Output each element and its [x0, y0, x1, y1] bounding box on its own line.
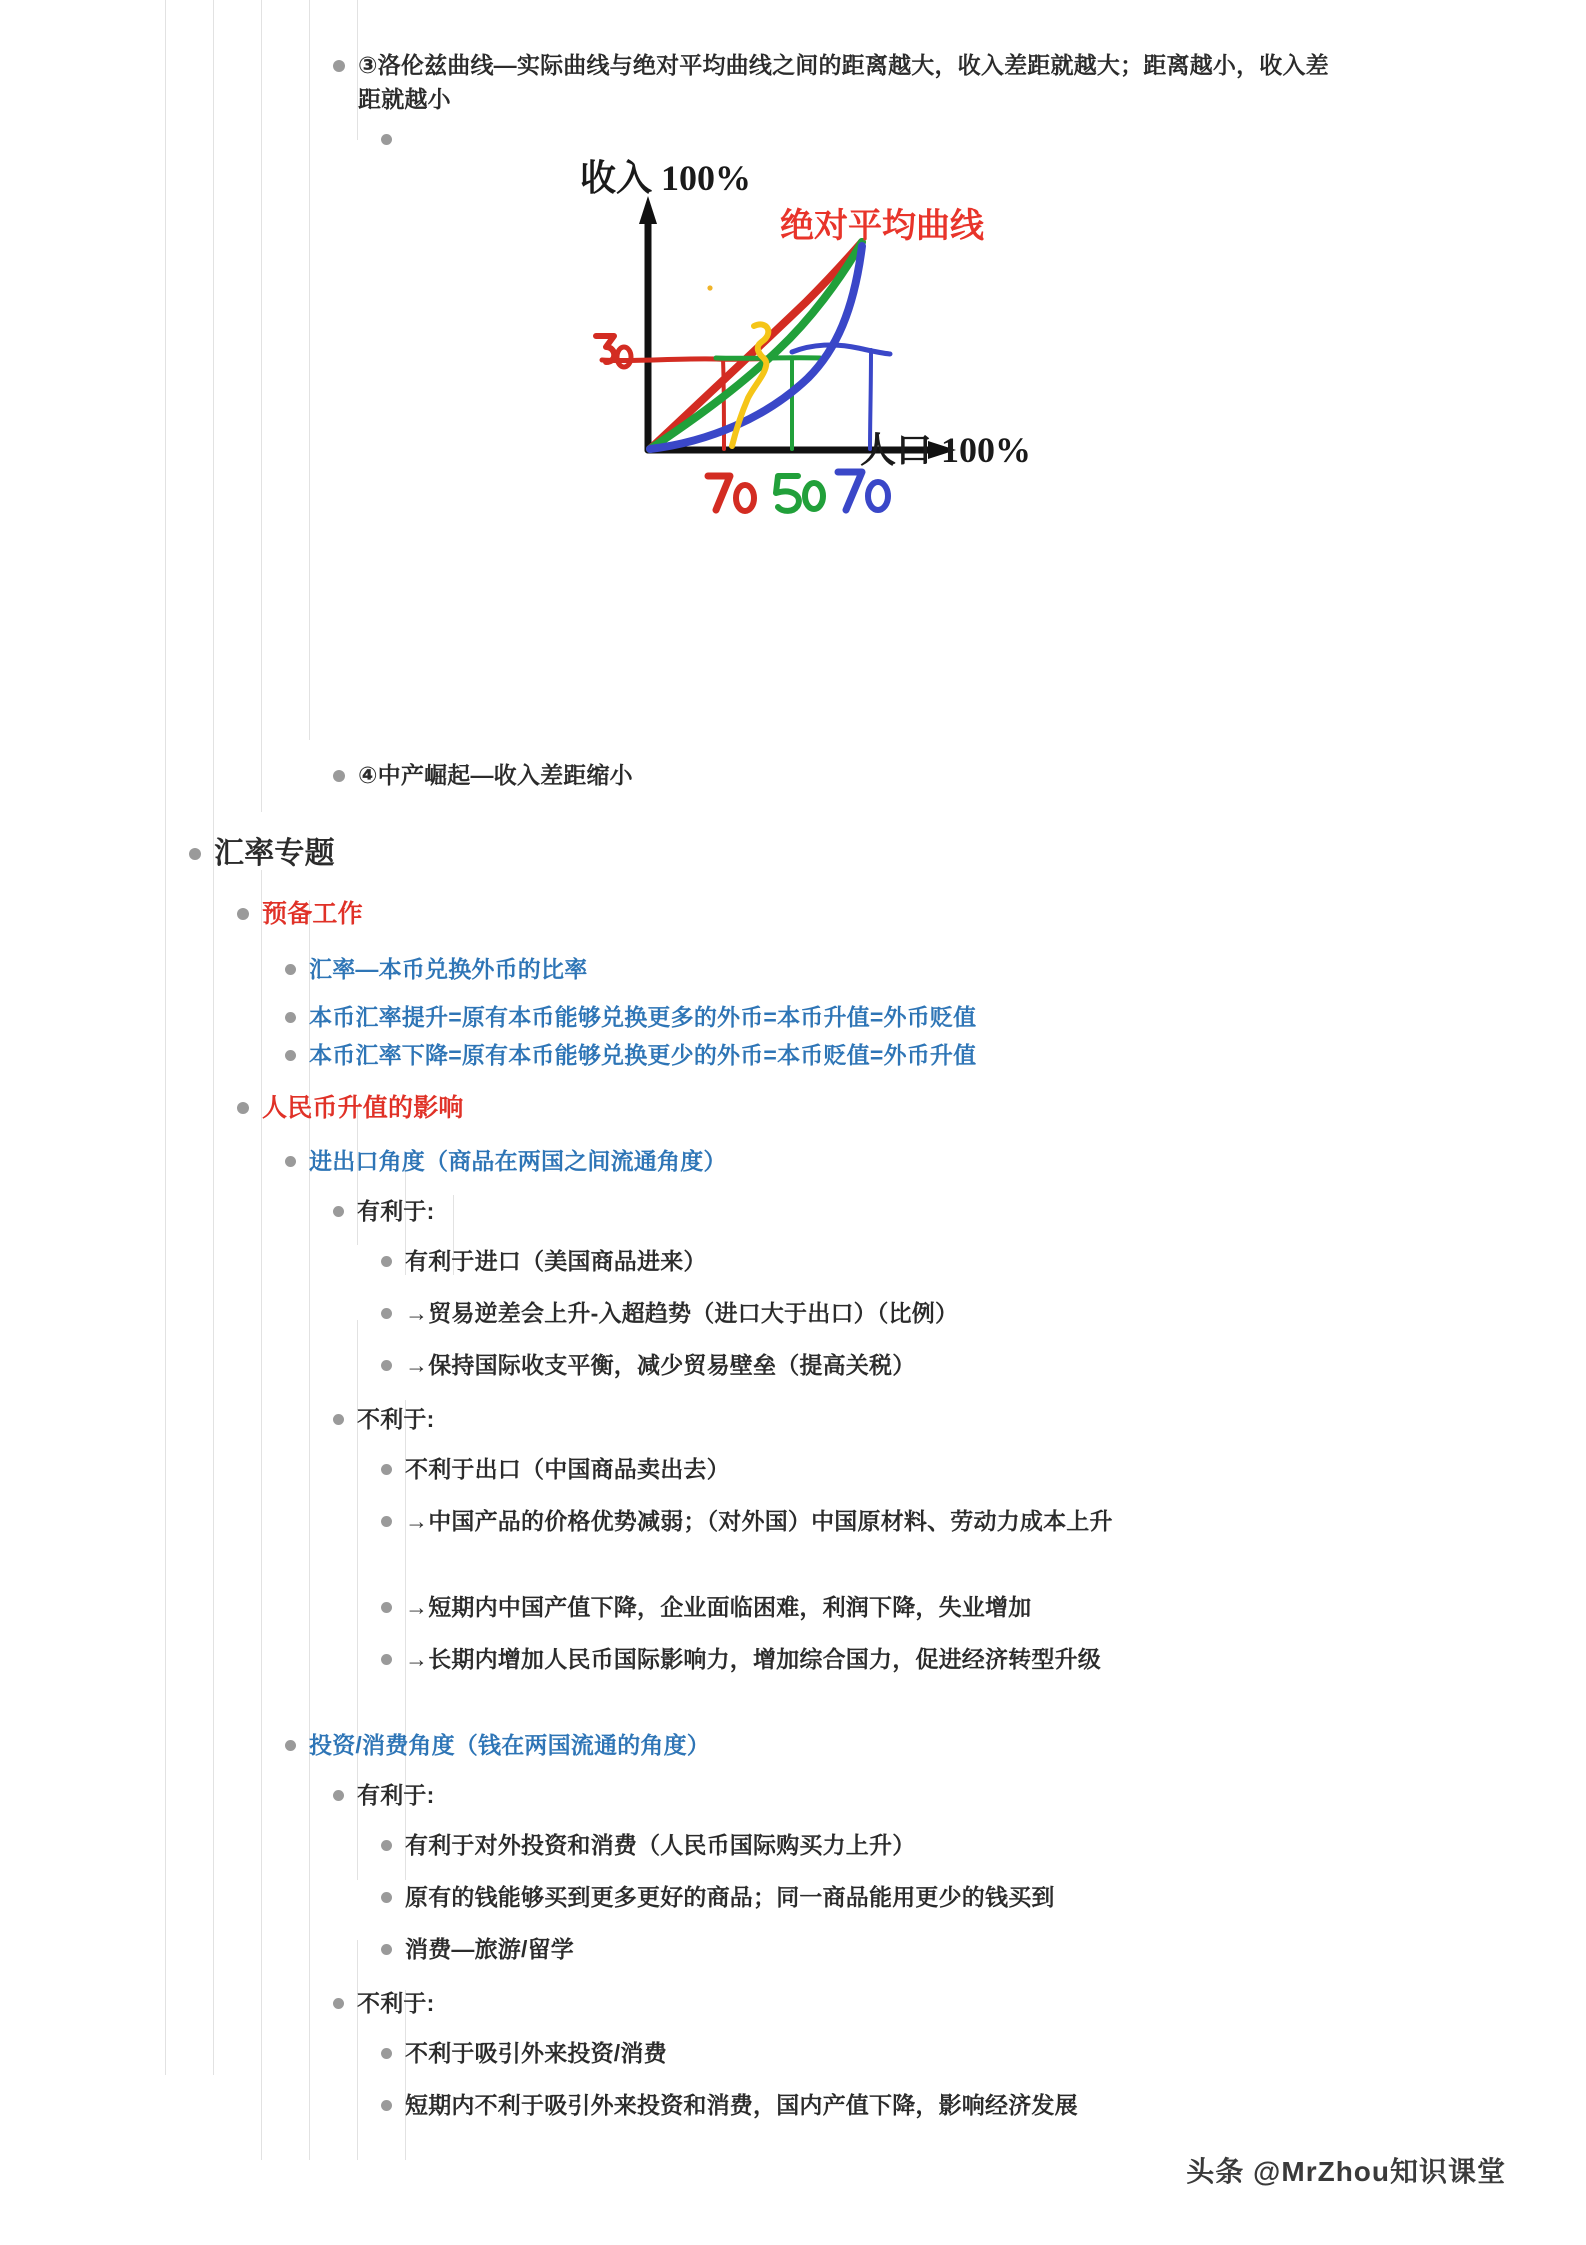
group-title: 投资/消费角度（钱在两国流通的角度）	[309, 1732, 710, 1758]
list-item-figure-holder[interactable]	[381, 122, 1281, 145]
bullet-icon	[333, 1414, 344, 1425]
list-item-label: ③洛伦兹曲线—实际曲线与绝对平均曲线之间的距离越大，收入差距就越大；距离越小，收入差距就越小	[358, 52, 1329, 113]
list-item-trade-pro-1[interactable]	[381, 1296, 1481, 1330]
label-trade-pro[interactable]	[333, 1194, 1233, 1228]
indent-rail	[261, 0, 262, 812]
dropline-red	[723, 359, 724, 449]
indent-rail	[309, 900, 310, 2160]
list-item-label: →短期内中国产值下降，企业面临困难，利润下降，失业增加	[405, 1594, 1032, 1620]
indent-rail	[357, 1940, 358, 2160]
list-item-trade-pro-0[interactable]	[381, 1244, 1441, 1278]
bullet-icon	[333, 1790, 344, 1801]
group-label: 有利于:	[357, 1782, 435, 1808]
list-item-label: 本币汇率下降=原有本币能够兑换更少的外币=本币贬值=外币升值	[309, 1042, 977, 1068]
list-item-label: 不利于出口（中国商品卖出去）	[405, 1456, 730, 1482]
group-title: 进出口角度（商品在两国之间流通角度）	[309, 1148, 727, 1174]
bullet-icon	[285, 1012, 296, 1023]
list-item-invest-con-0[interactable]	[381, 2036, 1381, 2070]
bullet-icon	[381, 1464, 392, 1475]
list-item-trade-pro-2[interactable]	[381, 1348, 1481, 1382]
x-axis-value-70-blue	[838, 472, 888, 510]
group-invest-angle[interactable]	[285, 1728, 1385, 1762]
list-item-invest-pro-0[interactable]	[381, 1828, 1441, 1862]
bullet-icon	[381, 2100, 392, 2111]
bullet-icon	[285, 1050, 296, 1061]
chart-x-axis-label: 人口 100%	[860, 430, 1032, 470]
list-item-trade-con-0[interactable]	[381, 1452, 1441, 1486]
group-label: 不利于:	[357, 1990, 435, 2016]
lorenz-curve-figure	[540, 150, 1100, 550]
bullet-icon	[381, 1892, 392, 1903]
subsection-title: 预备工作	[262, 900, 363, 928]
group-label: 不利于:	[357, 1406, 435, 1432]
list-item-middle-class[interactable]	[333, 758, 1233, 792]
bullet-icon	[381, 2048, 392, 2059]
bullet-icon	[189, 848, 201, 860]
label-invest-pro[interactable]	[333, 1778, 1233, 1812]
indent-rail	[309, 0, 310, 740]
series-blue-reference	[792, 345, 890, 354]
list-item-label: ④中产崛起—收入差距缩小	[358, 762, 633, 788]
x-axis-value-50-green	[776, 476, 823, 511]
section-exchange-rate[interactable]	[189, 832, 1089, 876]
list-item-prep-2[interactable]	[285, 1038, 1445, 1072]
group-label: 有利于:	[357, 1198, 435, 1224]
bullet-icon	[237, 1102, 249, 1114]
bullet-icon	[381, 134, 392, 145]
x-axis-value-70-red	[708, 476, 754, 511]
bullet-icon	[285, 1740, 296, 1751]
list-item-invest-pro-1[interactable]	[381, 1880, 1481, 1914]
indent-rail	[213, 0, 214, 2075]
chart-y-axis-label: 收入 100%	[580, 158, 752, 198]
bullet-icon	[381, 1256, 392, 1267]
list-item-trade-con-3[interactable]	[381, 1642, 1341, 1676]
bullet-icon	[333, 1206, 344, 1217]
bullet-icon	[381, 1840, 392, 1851]
list-item-label: 短期内不利于吸引外来投资和消费，国内产值下降，影响经济发展	[405, 2092, 1078, 2118]
list-item-label: 本币汇率提升=原有本币能够兑换更多的外币=本币升值=外币贬值	[309, 1004, 977, 1030]
bullet-icon	[237, 908, 249, 920]
bullet-icon	[333, 60, 345, 72]
list-item-trade-con-1[interactable]	[381, 1504, 1341, 1538]
list-item-label: 有利于对外投资和消费（人民币国际购买力上升）	[405, 1832, 916, 1858]
indent-rail	[165, 0, 166, 2075]
indent-rail	[261, 870, 262, 2160]
bullet-icon	[381, 1516, 392, 1527]
bullet-icon	[381, 1944, 392, 1955]
group-trade-angle[interactable]	[285, 1144, 1385, 1178]
chart-annotation-label: 绝对平均曲线	[780, 208, 984, 245]
list-item-label: 汇率—本币兑换外币的比率	[309, 956, 588, 982]
bullet-icon	[381, 1308, 392, 1319]
list-item-label: 原有的钱能够买到更多更好的商品；同一商品能用更少的钱买到	[405, 1884, 1055, 1910]
list-item-prep-1[interactable]	[285, 1000, 1445, 1034]
bullet-icon	[333, 770, 345, 782]
list-item-label: →保持国际收支平衡，减少贸易壁垒（提高关税）	[405, 1352, 916, 1378]
label-invest-con[interactable]	[333, 1986, 1233, 2020]
list-item-label: 不利于吸引外来投资/消费	[405, 2040, 667, 2066]
list-item-label: →长期内增加人民币国际影响力，增加综合国力，促进经济转型升级	[405, 1646, 1101, 1672]
list-item-label: 消费—旅游/留学	[405, 1936, 574, 1962]
watermark-text: 头条 @MrZhou知识课堂	[1186, 2156, 1506, 2187]
subsection-prep[interactable]	[237, 896, 1137, 933]
list-item-invest-pro-2[interactable]	[381, 1932, 1281, 1966]
bullet-icon	[381, 1654, 392, 1665]
bullet-icon	[381, 1602, 392, 1613]
list-item-invest-con-1[interactable]	[381, 2088, 1341, 2122]
subsection-title: 人民币升值的影响	[262, 1094, 464, 1122]
bullet-icon	[381, 1360, 392, 1371]
bullet-icon	[285, 964, 296, 975]
subsection-rmb-appreciation[interactable]	[237, 1090, 1137, 1127]
list-item-label: →贸易逆差会上升-入超趋势（进口大于出口）（比例）	[405, 1300, 959, 1326]
bullet-icon	[285, 1156, 296, 1167]
list-item-label: 有利于进口（美国商品进来）	[405, 1248, 707, 1274]
bullet-icon	[333, 1998, 344, 2009]
list-item-trade-con-2[interactable]	[381, 1590, 1481, 1624]
section-title: 汇率专题	[214, 837, 335, 870]
list-item-label: →中国产品的价格优势减弱；（对外国）中国原材料、劳动力成本上升	[405, 1508, 1113, 1534]
label-trade-con[interactable]	[333, 1402, 1233, 1436]
list-item-prep-0[interactable]	[285, 952, 1385, 986]
list-item-lorenz[interactable]	[333, 48, 1343, 116]
